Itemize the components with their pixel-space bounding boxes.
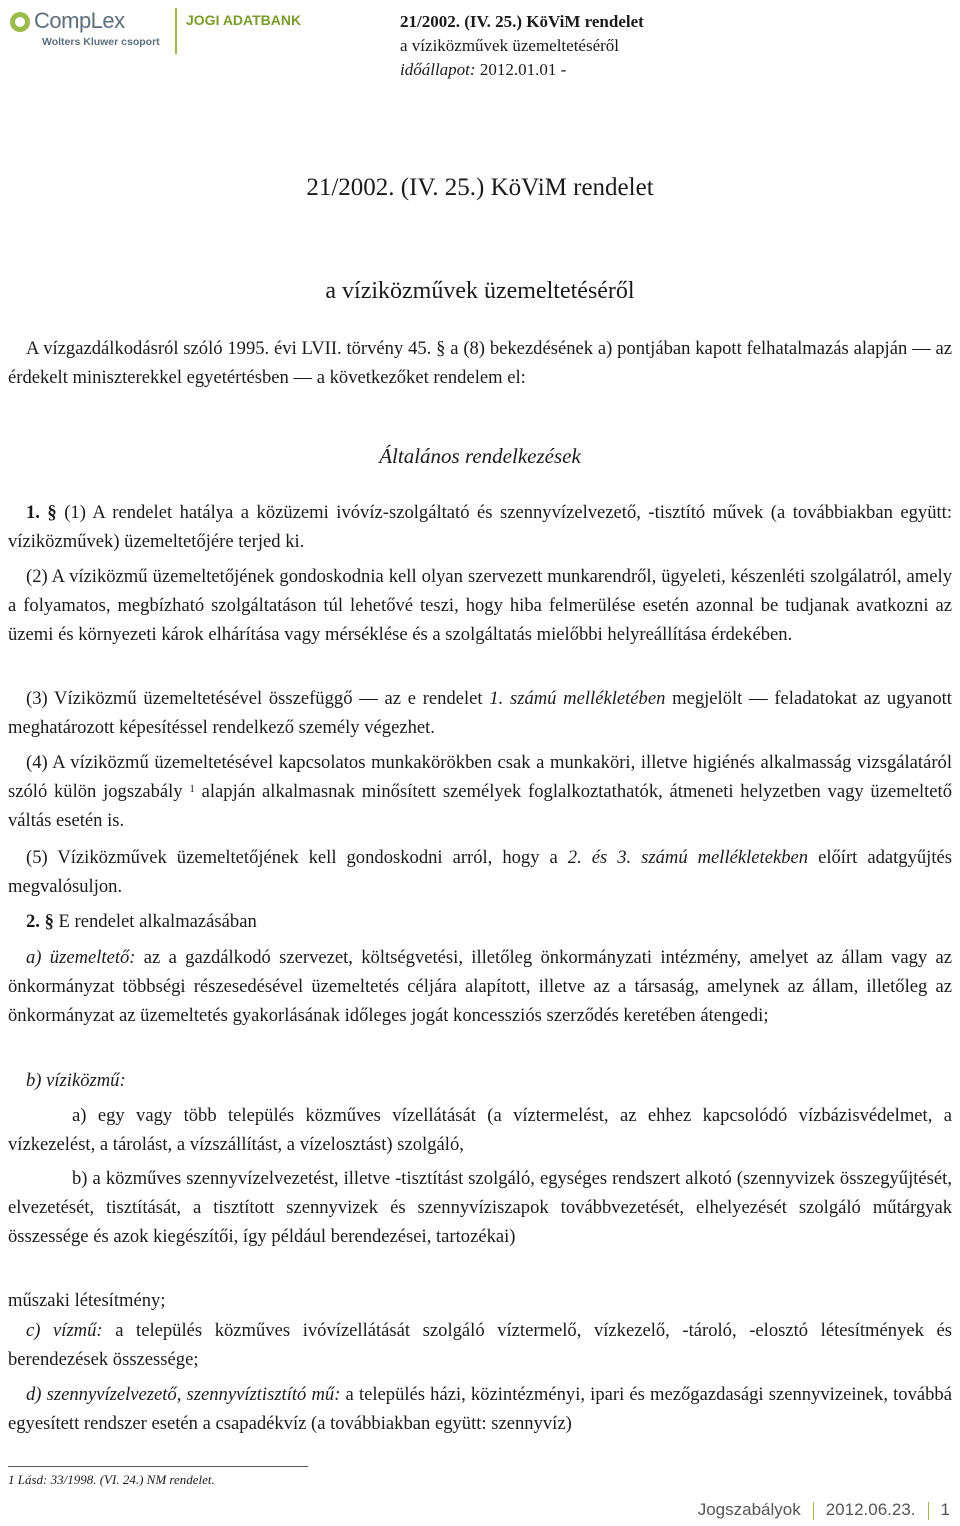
section-1-para-1-text: (1) A rendelet hatálya a közüzemi ivóvíz-szolgáltató és szennyvízelvezető, -tisztító művek (a továbbiakban együtt: víziközművek) üzemeltetőjére terjed ki. — [8, 502, 953, 552]
section-1-number: 1. § — [26, 502, 57, 523]
section-2-intro-text: E rendelet alkalmazásában — [58, 911, 257, 932]
definition-b-tail — [8, 1286, 952, 1315]
annex-1-reference: 1. számú mellékletében — [489, 688, 666, 709]
footnote-marker: 1 — [189, 783, 195, 795]
footer-page-number: 1 — [940, 1500, 950, 1519]
definition-c — [8, 1316, 952, 1374]
footer-source: Jogszabályok — [697, 1500, 801, 1519]
definition-b-b — [8, 1164, 952, 1251]
logo-separator — [175, 8, 177, 54]
footnote: 1 Lásd: 33/1998. (VI. 24.) NM rendelet. — [8, 1472, 215, 1487]
footnote-separator — [8, 1466, 308, 1467]
complex-logo — [8, 8, 168, 48]
definition-b-a-text: a) egy vagy több település közműves vízellátását (a víztermelést, az ehhez kapcsolódó vízbázisvédelmet, a vízkezelést, a tárolást, a vízszállítást, a vízelosztást) szolgáló, — [8, 1105, 952, 1155]
complex-logo-word: CompLex — [34, 8, 125, 33]
section-2-number: 2. § — [26, 911, 54, 932]
page-footer — [698, 1500, 950, 1520]
complex-logo-sub: Wolters Kluwer csoport — [42, 36, 160, 48]
definition-d — [8, 1380, 952, 1438]
document-title: 21/2002. (IV. 25.) KöViM rendelet — [306, 174, 654, 201]
section-1-para-4-text-a: (4) A víziközmű üzemeltetésével kapcsolatos munkakörökben csak a munkaköri, illetve higiénés alkalmasság vizsgálatáról szóló külön jogszabály — [8, 752, 952, 802]
section-1-para-3 — [8, 684, 952, 742]
header-status-label: időállapot: — [400, 60, 476, 79]
definition-a-text: az a gazdálkodó szervezet, költségvetési, illetőleg önkormányzati intézmény, amelyet az állam vagy az önkormányzat többségi részesedésével üzemeltetés céljára alapított, illetve az a társaság, amelynek az állam, illetőleg az önkormányzat az üzemeltetés gyakorlásának időleges jogát koncessziós szerződés keretében átengedi; — [8, 947, 952, 1026]
section-1-para-3-text-a: (3) Víziközmű üzemeltetésével összefüggő — az e rendelet — [26, 688, 483, 709]
complex-logo-icon — [8, 10, 32, 34]
definition-d-text: a település házi, közintézményi, ipari és mezőgazdasági szennyvizeinek, továbbá egyesített rendszer esetén a csapadékvíz (a továbbiakban együtt: szennyvíz) — [8, 1384, 952, 1434]
definition-d-term: d) szennyvízelvezető, szennyvíztisztító mű: — [26, 1384, 341, 1405]
document-subtitle: a víziközművek üzemeltetéséről — [325, 278, 635, 304]
section-1-para-5 — [8, 843, 952, 901]
section-1-para-4 — [8, 748, 952, 835]
definition-b-term: b) víziközmű: — [26, 1070, 126, 1091]
preamble-text: A vízgazdálkodásról szóló 1995. évi LVII. törvény 45. § a (8) bekezdésének a) pontjában kapott felhatalmazás alapján — az érdekelt miniszterekkel egyetértésben — a következőket rendelem el: — [8, 338, 952, 388]
definition-b — [8, 1066, 952, 1095]
definition-a — [8, 943, 952, 1030]
section-1-para-5-text-b: előírt adatgyűjtés megvalósuljon. — [8, 847, 952, 897]
footer-divider — [928, 1502, 929, 1520]
header-status — [400, 58, 644, 82]
jogi-adatbank-logo — [186, 12, 336, 36]
definition-b-a — [8, 1101, 952, 1159]
footer-divider — [813, 1502, 814, 1520]
annex-2-3-reference: 2. és 3. számú mellékletekben — [567, 847, 809, 868]
section-1-para-3-text-b: megjelölt — feladatokat az ugyanott meghatározott képesítéssel rendelkező személy végezhet. — [8, 688, 952, 738]
definition-c-term: c) vízmű: — [26, 1320, 103, 1341]
definition-b-tail-text: műszaki létesítmény; — [8, 1290, 166, 1311]
preamble — [8, 334, 952, 392]
section-1-para-4-text-b: alapján alkalmasnak minősített személyek foglalkoztathatók, átmeneti helyzetben vagy üzemeltető váltás esetén is. — [8, 781, 953, 831]
section-1-para-2 — [8, 562, 952, 649]
section-2-intro — [8, 907, 952, 936]
header-doc-subtitle: a víziközművek üzemeltetéséről — [400, 36, 620, 55]
definition-c-text: a település közműves ivóvízellátását szolgáló víztermelő, vízkezelő, -tároló, -elosztó létesítmények és berendezések összessége; — [8, 1320, 952, 1370]
header-doc-title: 21/2002. (IV. 25.) KöViM rendelet — [400, 12, 644, 31]
header-status-value: 2012.01.01 - — [479, 60, 567, 79]
section-1-para-1 — [8, 498, 952, 556]
header-doc-info — [400, 10, 644, 82]
section-1-para-2-text: (2) A víziközmű üzemeltetőjének gondoskodnia kell olyan szervezett munkarendről, ügyeleti, készenléti szolgálatról, amely a folyamatos, megbízható szolgáltatáson túl lehetővé teszi, hogy hiba felmerülése esetén azonnal be tudjanak avatkozni az üzemi és környezeti károk elhárítása vagy mérséklése és a szolgáltatás mielőbbi helyreállítása érdekében. — [8, 566, 952, 645]
definition-a-term: a) üzemeltető: — [26, 947, 136, 968]
footer-date: 2012.06.23. — [825, 1500, 916, 1519]
section-title: Általános rendelkezések — [379, 444, 581, 468]
jogi-adatbank-logo-word: JOGI ADATBANK — [186, 12, 302, 28]
section-1-para-5-text-a: (5) Víziközművek üzemeltetőjének kell gondoskodni arról, hogy a — [26, 847, 558, 868]
definition-b-b-text: b) a közműves szennyvízelvezetést, illetve -tisztítást szolgáló, egységes rendszert alkotó (szennyvizek összegyűjtését, elvezetését, tisztítását, a tisztított szennyvizek és szennyvíziszapok továbbvezetését, elhelyezését szolgáló műtárgyak összessége és azok kiegészítői, így például berendezései, tartozékai) — [8, 1168, 952, 1247]
